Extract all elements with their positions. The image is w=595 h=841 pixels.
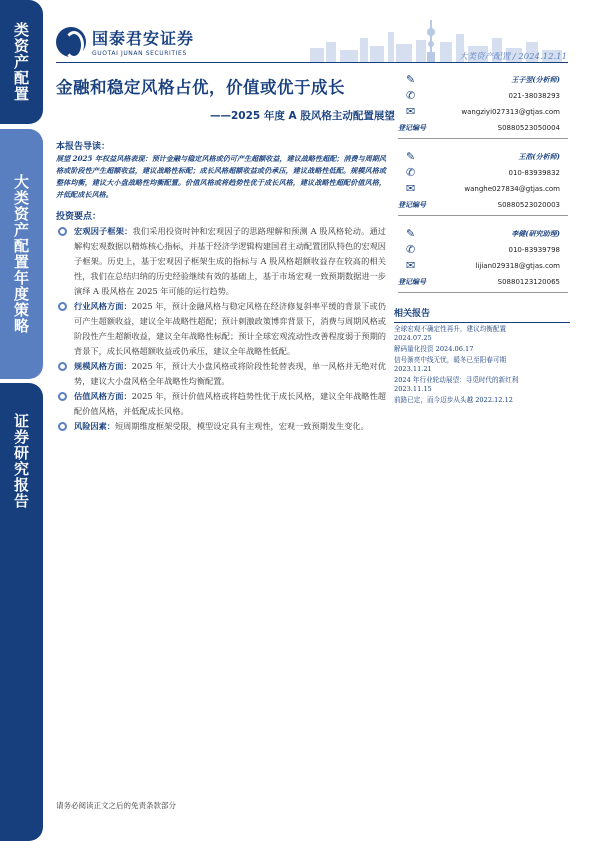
registration-label: 登记编号 <box>398 123 426 132</box>
analyst-name: 王浩(分析师) <box>518 152 560 161</box>
related-report-item[interactable] <box>394 325 570 343</box>
email-icon: ✉ <box>406 105 416 118</box>
related-report-item[interactable] <box>394 356 570 374</box>
key-point-size <box>56 359 386 389</box>
analyst-name: 李健(研究助理) <box>511 229 560 238</box>
analyst-email[interactable]: wangziyi027313@gtjas.com <box>461 108 560 116</box>
logo-english-name: GUOTAI JUNAN SECURITIES <box>92 50 187 57</box>
key-point-lead: 行业风格方面： <box>74 301 132 311</box>
logo-mark-icon <box>56 27 86 57</box>
bullet-icon <box>58 392 67 401</box>
related-report-title: 信号渐亮中线无忧，暖冬已至阳春可期 <box>394 356 507 364</box>
analyst-phone: 021-38038293 <box>508 92 560 100</box>
sidebar-strategy-label: 大类资产配置年度策略 <box>12 174 30 334</box>
related-report-date: 2024.07.25 <box>394 334 432 342</box>
phone-icon: ✆ <box>406 243 416 256</box>
key-point-risk <box>56 419 386 434</box>
related-report-title: 全球宏观不确定性再升，建议均衡配置 <box>394 325 507 333</box>
related-report-item[interactable] <box>394 376 570 394</box>
analyst-phone: 010-83939798 <box>508 246 560 254</box>
related-report-item[interactable] <box>394 396 570 405</box>
bullet-icon <box>58 302 67 311</box>
related-report-date: 2023.11.21 <box>394 365 432 373</box>
key-point-text: 2025 年，预计价值风格或将趋势性优于成长风格，建议全年战略性超配价值风格，并低配成长风格。 <box>74 391 386 416</box>
analyst-email[interactable]: lijian029318@gtjas.com <box>475 262 560 270</box>
header-divider <box>56 62 568 63</box>
registration-label: 登记编号 <box>398 200 426 209</box>
sidebar <box>0 0 43 841</box>
key-point-industry <box>56 299 386 359</box>
analyst-card <box>398 226 568 290</box>
bullet-icon <box>58 227 67 236</box>
registration-number: S0880523050004 <box>497 124 560 132</box>
related-report-title: 前路已定，而今迈步从头越 <box>394 396 474 404</box>
analyst-divider <box>398 215 568 216</box>
key-point-text: 2025 年，预计大小盘风格或将阶段性轮替表现，单一风格并无绝对优势，建议大小盘风格全年战略性均衡配置。 <box>74 361 386 386</box>
related-report-date: 2024.06.17 <box>435 345 474 353</box>
pen-icon: ✎ <box>406 150 416 163</box>
key-points-list <box>56 224 386 434</box>
sidebar-category-label: 类资产配置 <box>12 22 30 102</box>
registration-number: S0880123120065 <box>497 278 560 286</box>
key-point-lead: 估值风格方面： <box>74 391 132 401</box>
related-report-date: 2022.12.12 <box>475 396 513 404</box>
related-reports-heading: 相关报告 <box>394 306 570 323</box>
related-report-title: 2024 年行业轮动展望：寻觅时代的新红利 <box>394 376 519 384</box>
sidebar-block-strategy <box>0 129 43 379</box>
email-icon: ✉ <box>406 259 416 272</box>
key-point-text: 2025 年，预计金融风格与稳定风格在经济修复斜率平缓的背景下或仍可产生超额收益，建议全年战略性超配；预计刺激政策博弈背景下，消费与周期风格或阶段性产生超额收益，建议全年战略性标配；预计全球宏观流动性改善程度弱于预期的背景下，成长风格超额收益或仍承压，建议全年战略性低配。 <box>74 301 386 356</box>
key-point-lead: 宏观因子框架： <box>74 226 133 236</box>
sidebar-report-type-label: 证券研究报告 <box>12 413 30 509</box>
bullet-icon <box>58 362 67 371</box>
key-point-lead: 风险因素： <box>74 421 115 431</box>
report-category-date: 大类资产配置 / 2024.12.11 <box>459 52 567 62</box>
guide-text: 展望 2025 年权益风格表现：预计金融与稳定风格或仍可产生超额收益，建议战略性超配；消费与周期风格或阶段性产生超额收益，建议战略性标配；成长风格超额收益或仍承压，建议战略性低配。规模风格或整体均衡，建议大小盘战略性均衡配置。价值风格或将趋势性优于成长风格，建议战略性超配价值风格，并低配成长风格。 <box>56 154 386 199</box>
analyst-phone: 010-83939832 <box>508 169 560 177</box>
analyst-card <box>398 149 568 213</box>
key-point-valuation <box>56 389 386 419</box>
disclaimer-note: 请务必阅读正文之后的免责条款部分 <box>56 801 176 810</box>
report-subtitle: ——2025 年度 A 股风格主动配置展望 <box>210 110 395 122</box>
logo-chinese-name: 国泰君安证券 <box>92 29 195 48</box>
report-title: 金融和稳定风格占优，价值或优于成长 <box>56 78 345 97</box>
company-logo <box>56 26 194 57</box>
related-report-title: 解码量化投资 <box>394 345 434 353</box>
registration-label: 登记编号 <box>398 277 426 286</box>
related-report-item[interactable] <box>394 345 570 354</box>
key-point-text: 短周期维度框架受限，模型设定具有主观性，宏观一致预期发生变化。 <box>114 421 369 431</box>
pen-icon: ✎ <box>406 227 416 240</box>
phone-icon: ✆ <box>406 89 416 102</box>
bullet-icon <box>58 422 67 431</box>
guide-heading: 本报告导读： <box>56 142 111 152</box>
key-points-heading: 投资要点： <box>56 212 102 222</box>
key-point-lead: 规模风格方面： <box>74 361 132 371</box>
analyst-card <box>398 72 568 136</box>
sidebar-block-category <box>0 0 43 124</box>
analyst-divider <box>398 292 568 293</box>
sidebar-block-report-type <box>0 383 43 841</box>
analyst-name: 王子翌(分析师) <box>511 75 560 84</box>
analyst-email[interactable]: wanghe027834@gtjas.com <box>464 185 560 193</box>
related-reports <box>394 306 570 405</box>
key-point-macro <box>56 224 386 299</box>
pen-icon: ✎ <box>406 73 416 86</box>
analyst-divider <box>398 138 568 139</box>
phone-icon: ✆ <box>406 166 416 179</box>
key-point-text: 我们采用投资时钟和宏观因子的思路理解和预测 A 股风格轮动。通过解构宏观数据以精炼核心指标，并基于经济学逻辑构建国君主动配置团队特色的宏观因子框架。历史上，基于宏观因子框架生成的指标与 A 股风格超额收益存在较高的相关性，我们在总结归纳的历史经验继续有效的基础上，基于市场宏观一致预期数据进一步演绎 A 股风格在 2025 年可能的运行趋势。 <box>74 226 386 296</box>
registration-number: S0880523020003 <box>497 201 560 209</box>
related-report-date: 2023.11.15 <box>394 385 432 393</box>
email-icon: ✉ <box>406 182 416 195</box>
